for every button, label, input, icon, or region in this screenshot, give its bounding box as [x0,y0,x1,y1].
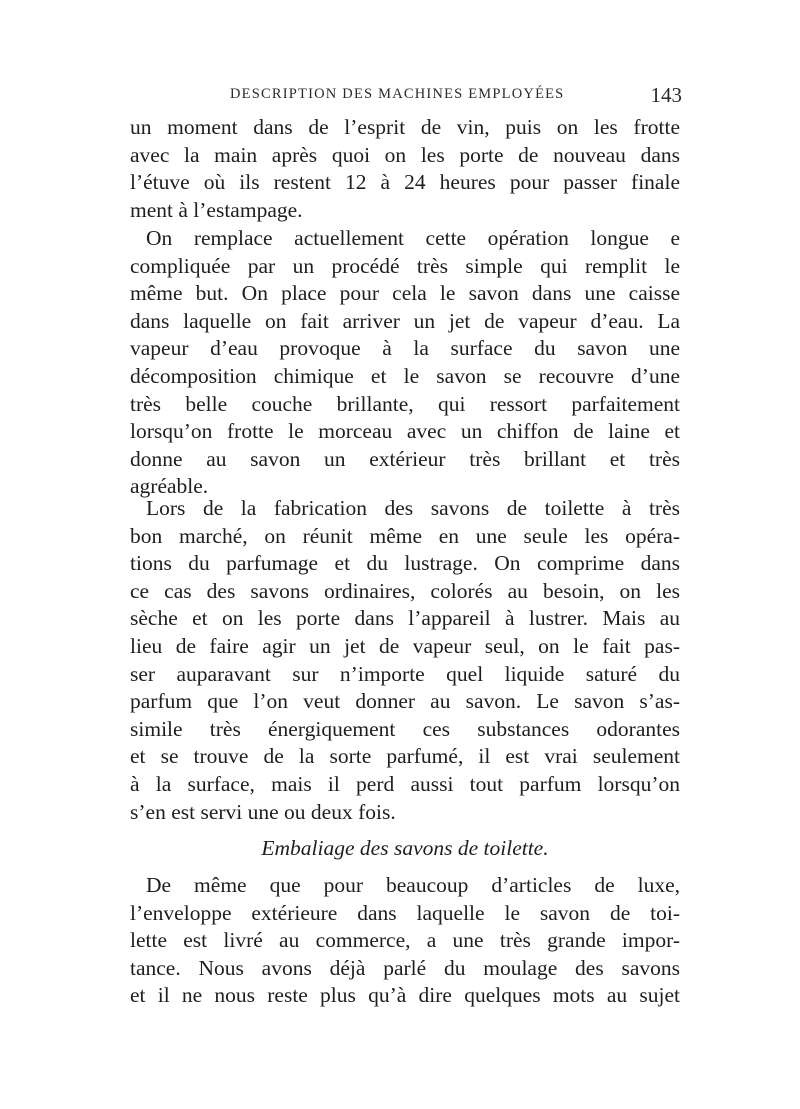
text-line: tions du parfumage et du lustrage. On comprime dans [130,551,680,576]
text-line: à la surface, mais il perd aussi tout parfum lorsqu’on [130,771,680,796]
text-line: avec la main après quoi on les porte de nouveau dans [130,142,680,167]
text-line: parfum que l’on veut donner au savon. Le savon s’as- [130,689,680,714]
paragraph [130,114,680,224]
text-line: l’enveloppe extérieure dans laquelle le savon de toi- [130,900,680,925]
text-line: ser auparavant sur n’importe quel liquide saturé du [130,661,680,686]
text-line: dans laquelle on fait arriver un jet de vapeur d’eau. La [130,308,680,333]
text-line: s’en est servi une ou deux fois. [130,799,396,824]
text-line: lieu de faire agir un jet de vapeur seul, on le fait pas- [130,633,680,658]
text-line: bon marché, on réunit même en une seule les opéra- [130,523,680,548]
paragraph [130,225,680,501]
text-line: sèche et on les porte dans l’appareil à lustrer. Mais au [130,606,680,631]
text-line: lette est livré au commerce, a une très grande impor- [130,928,680,953]
running-head [130,83,682,112]
text-line: très belle couche brillante, qui ressort parfaitement [130,391,680,416]
text-line: l’étuve où ils restent 12 à 24 heures pour passer finale [130,170,680,195]
section-heading: Embaliage des savons de toilette. [261,836,549,860]
paragraph [130,495,680,826]
text-line: simile très énergiquement ces substances odorantes [130,716,680,741]
text-line: même but. On place pour cela le savon dans une caisse [130,281,680,306]
text-line: ce cas des savons ordinaires, colorés au besoin, on les [130,578,680,603]
text-line: De même que pour beaucoup d’articles de luxe, [146,873,680,897]
text-line: tance. Nous avons déjà parlé du moulage des savons [130,955,680,980]
text-line: et se trouve de la sorte parfumé, il est vrai seulement [130,744,680,769]
text-line: agréable. [130,474,209,499]
text-line: un moment dans de l’esprit de vin, puis on les frotte [130,115,680,139]
text-line: lorsqu’on frotte le morceau avec un chiffon de laine et [130,419,680,444]
text-line: décomposition chimique et le savon se recouvre d’une [130,363,680,388]
paragraph [130,872,680,1010]
text-line: On remplace actuellement cette opération longue e [146,226,680,250]
text-line: Lors de la fabrication des savons de toilette à très [146,496,680,520]
page-number: 143 [650,83,682,107]
text-line: compliquée par un procédé très simple qui remplit le [130,253,680,278]
text-line: et il ne nous reste plus qu’à dire quelques mots au sujet [130,983,680,1008]
text-line: donne au savon un extérieur très brillant et très [130,446,680,471]
running-title: DESCRIPTION DES MACHINES EMPLOYÉES [230,86,565,102]
text-line: vapeur d’eau provoque à la surface du savon une [130,336,680,361]
text-line: ment à l’estampage. [130,197,303,222]
